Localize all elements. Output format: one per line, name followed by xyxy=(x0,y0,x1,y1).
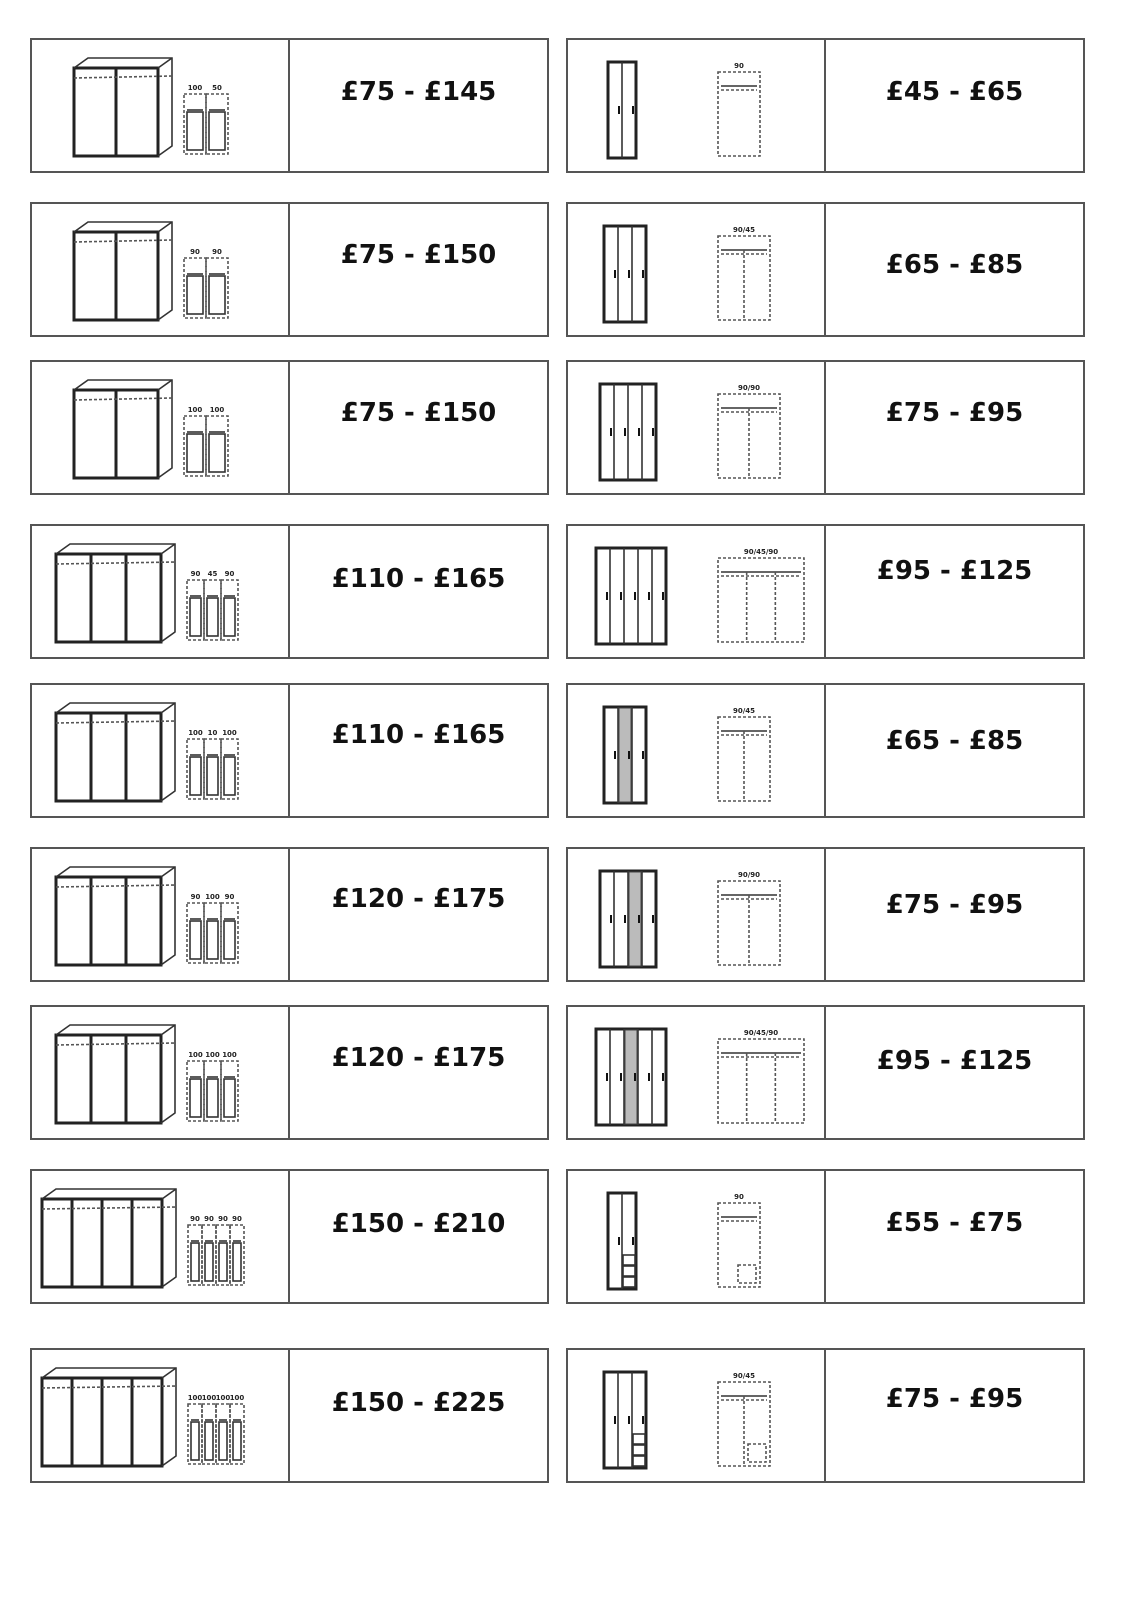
section-width-label: 50 xyxy=(212,84,222,92)
wardrobe-svg xyxy=(32,685,288,817)
interior-layout-drawing xyxy=(188,1215,244,1285)
product-card xyxy=(566,524,1085,659)
interior-layout-drawing xyxy=(187,893,238,963)
wardrobe-illustration xyxy=(568,1171,826,1302)
section-width-label: 100 xyxy=(209,406,225,414)
wardrobe-svg xyxy=(32,849,288,981)
product-card xyxy=(30,360,549,495)
sliding-wardrobe-drawing xyxy=(56,867,175,965)
price-range: £150 - £225 xyxy=(331,1388,506,1418)
wardrobe-illustration xyxy=(32,1350,290,1481)
wardrobe-illustration xyxy=(568,526,826,657)
section-width-label: 100 xyxy=(187,84,203,92)
interior-layout-drawing xyxy=(184,84,228,154)
section-width-label: 100 xyxy=(229,1394,245,1402)
section-width-label: 90 xyxy=(190,570,201,578)
product-card xyxy=(30,38,549,173)
section-width-label: 100 xyxy=(187,406,203,414)
price-range-cell xyxy=(290,1007,547,1138)
wardrobe-svg xyxy=(32,40,288,172)
price-range-cell xyxy=(290,526,547,657)
price-range-cell xyxy=(826,849,1083,980)
price-range-cell xyxy=(290,1350,547,1481)
interior-layout-drawing xyxy=(718,707,770,801)
wardrobe-svg xyxy=(568,362,824,494)
section-width-label: 90 xyxy=(232,1215,242,1223)
price-range: £55 - £75 xyxy=(885,1208,1024,1238)
section-width-label: 90 xyxy=(224,570,235,578)
wardrobe-svg xyxy=(568,526,824,658)
product-card xyxy=(30,1169,549,1304)
sliding-wardrobe-drawing xyxy=(42,1189,176,1287)
price-range: £75 - £145 xyxy=(340,77,497,107)
wardrobe-illustration xyxy=(568,40,826,171)
wardrobe-illustration xyxy=(32,1171,290,1302)
price-range-cell xyxy=(290,40,547,171)
price-range-cell xyxy=(826,1350,1083,1481)
sliding-wardrobe-drawing xyxy=(56,703,175,801)
price-range: £75 - £95 xyxy=(885,398,1024,428)
sliding-wardrobe-drawing xyxy=(74,58,172,156)
section-width-label: 10 xyxy=(207,729,218,737)
wardrobe-illustration xyxy=(32,40,290,171)
interior-width-label: 90/45 xyxy=(732,1372,756,1380)
wardrobe-illustration xyxy=(568,849,826,980)
interior-layout-drawing xyxy=(718,226,770,320)
wardrobe-svg xyxy=(568,849,824,981)
interior-width-label: 90/45/90 xyxy=(743,1029,779,1037)
price-range: £75 - £95 xyxy=(885,1384,1024,1414)
section-width-label: 90 xyxy=(212,248,222,256)
wardrobe-illustration xyxy=(568,204,826,335)
section-width-label: 90 xyxy=(190,248,200,256)
price-range-cell xyxy=(826,1007,1083,1138)
interior-width-label: 90/45/90 xyxy=(743,548,779,556)
product-card xyxy=(30,1348,549,1483)
wardrobe-illustration xyxy=(32,685,290,816)
wardrobe-svg xyxy=(568,1350,824,1482)
section-width-label: 100 xyxy=(188,1051,203,1059)
interior-layout-drawing xyxy=(718,384,780,478)
interior-layout-drawing xyxy=(184,248,228,318)
price-range-cell xyxy=(826,526,1083,657)
product-card xyxy=(566,202,1085,337)
product-card xyxy=(566,1005,1085,1140)
product-card xyxy=(566,1348,1085,1483)
wardrobe-svg xyxy=(32,1007,288,1139)
interior-layout-drawing xyxy=(718,1029,804,1123)
interior-layout-drawing xyxy=(187,729,238,799)
wardrobe-illustration xyxy=(568,685,826,816)
price-range: £45 - £65 xyxy=(885,77,1024,107)
interior-width-label: 90/90 xyxy=(737,384,761,392)
interior-layout-drawing xyxy=(188,1394,245,1464)
product-card xyxy=(566,1169,1085,1304)
wardrobe-svg xyxy=(568,1007,824,1139)
price-range-cell xyxy=(826,40,1083,171)
hinged-wardrobe-drawing xyxy=(596,548,666,644)
price-range: £110 - £165 xyxy=(331,720,506,750)
wardrobe-svg xyxy=(32,526,288,658)
price-range-cell xyxy=(826,362,1083,493)
interior-layout-drawing xyxy=(718,871,780,965)
interior-layout-drawing xyxy=(718,62,760,156)
sliding-wardrobe-drawing xyxy=(56,1025,175,1123)
section-width-label: 100 xyxy=(201,1394,217,1402)
price-range: £65 - £85 xyxy=(885,250,1024,280)
wardrobe-illustration xyxy=(568,362,826,493)
product-card xyxy=(566,360,1085,495)
price-range-cell xyxy=(290,849,547,980)
hinged-wardrobe-drawing xyxy=(604,226,646,322)
product-card xyxy=(566,847,1085,982)
interior-layout-drawing xyxy=(187,1051,238,1121)
interior-width-label: 90/90 xyxy=(737,871,761,879)
interior-width-label: 90/45 xyxy=(732,226,756,234)
interior-width-label: 90/45 xyxy=(732,707,756,715)
wardrobe-illustration xyxy=(32,526,290,657)
price-range: £75 - £150 xyxy=(340,398,497,428)
sliding-wardrobe-drawing xyxy=(74,380,172,478)
section-width-label: 100 xyxy=(205,1051,220,1059)
hinged-wardrobe-drawing xyxy=(608,62,636,158)
price-range: £120 - £175 xyxy=(331,884,506,914)
product-card xyxy=(30,524,549,659)
interior-layout-drawing xyxy=(184,406,228,476)
product-card xyxy=(566,683,1085,818)
interior-layout-drawing xyxy=(718,1372,770,1466)
price-range: £75 - £95 xyxy=(885,890,1024,920)
hinged-wardrobe-drawing xyxy=(608,1193,636,1289)
interior-width-label: 90 xyxy=(734,1193,744,1201)
sliding-wardrobe-drawing xyxy=(42,1368,176,1466)
price-range-cell xyxy=(826,685,1083,816)
price-range: £95 - £125 xyxy=(876,556,1033,586)
price-range-cell xyxy=(826,204,1083,335)
section-width-label: 90 xyxy=(190,893,201,901)
section-width-label: 90 xyxy=(190,1215,200,1223)
product-card xyxy=(30,1005,549,1140)
price-range-cell xyxy=(290,362,547,493)
interior-layout-drawing xyxy=(187,570,238,640)
section-width-label: 100 xyxy=(215,1394,231,1402)
wardrobe-svg xyxy=(568,1171,824,1303)
price-range-cell xyxy=(290,685,547,816)
sliding-wardrobe-drawing xyxy=(56,544,175,642)
wardrobe-illustration xyxy=(568,1007,826,1138)
price-range: £95 - £125 xyxy=(876,1046,1033,1076)
wardrobe-illustration xyxy=(32,849,290,980)
section-width-label: 100 xyxy=(188,729,203,737)
sliding-wardrobe-drawing xyxy=(74,222,172,320)
section-width-label: 100 xyxy=(222,729,237,737)
interior-layout-drawing xyxy=(718,1193,760,1287)
wardrobe-illustration xyxy=(568,1350,826,1481)
price-range: £120 - £175 xyxy=(331,1043,506,1073)
wardrobe-svg xyxy=(32,362,288,494)
wardrobe-svg xyxy=(568,40,824,172)
product-card xyxy=(30,202,549,337)
price-range: £75 - £150 xyxy=(340,240,497,270)
wardrobe-svg xyxy=(32,1350,288,1482)
section-width-label: 100 xyxy=(205,893,220,901)
section-width-label: 90 xyxy=(204,1215,214,1223)
wardrobe-illustration xyxy=(32,1007,290,1138)
wardrobe-svg xyxy=(568,204,824,336)
interior-width-label: 90 xyxy=(734,62,744,70)
section-width-label: 90 xyxy=(224,893,235,901)
section-width-label: 100 xyxy=(187,1394,203,1402)
wardrobe-illustration xyxy=(32,204,290,335)
wardrobe-svg xyxy=(32,1171,288,1303)
hinged-wardrobe-drawing xyxy=(604,1372,646,1468)
price-range-cell xyxy=(826,1171,1083,1302)
hinged-wardrobe-drawing xyxy=(596,1029,666,1125)
hinged-wardrobe-drawing xyxy=(600,871,656,967)
price-range: £65 - £85 xyxy=(885,726,1024,756)
product-card xyxy=(566,38,1085,173)
price-range: £150 - £210 xyxy=(331,1209,506,1239)
interior-layout-drawing xyxy=(718,548,804,642)
price-range-cell xyxy=(290,1171,547,1302)
wardrobe-svg xyxy=(568,685,824,817)
wardrobe-svg xyxy=(32,204,288,336)
section-width-label: 90 xyxy=(218,1215,228,1223)
section-width-label: 45 xyxy=(207,570,218,578)
price-range-cell xyxy=(290,204,547,335)
section-width-label: 100 xyxy=(222,1051,237,1059)
price-range: £110 - £165 xyxy=(331,564,506,594)
hinged-wardrobe-drawing xyxy=(604,707,646,803)
product-card xyxy=(30,847,549,982)
hinged-wardrobe-drawing xyxy=(600,384,656,480)
wardrobe-illustration xyxy=(32,362,290,493)
product-card xyxy=(30,683,549,818)
